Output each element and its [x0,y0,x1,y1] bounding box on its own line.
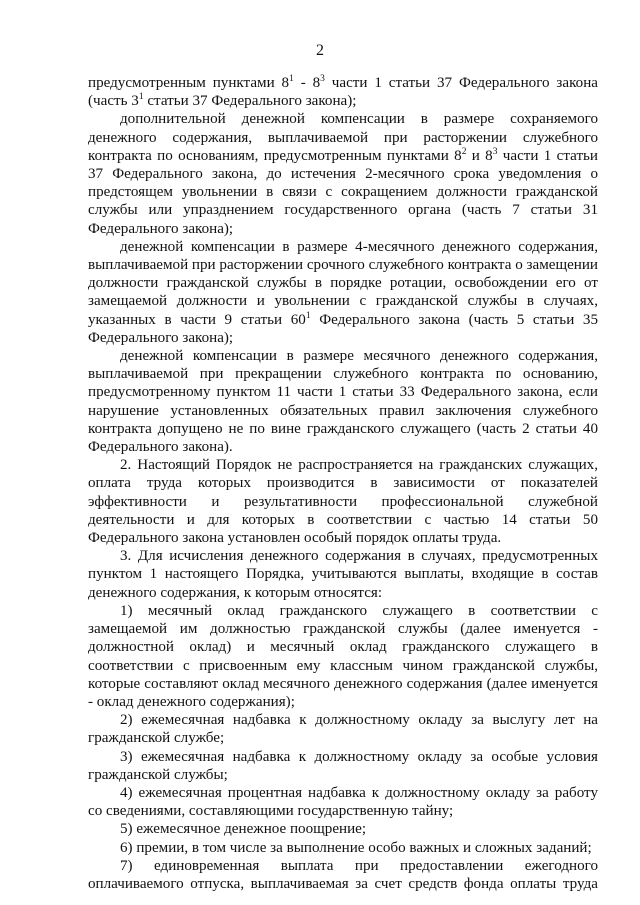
paragraph [88,74,598,110]
paragraph [88,110,598,237]
superscript: 1 [138,92,144,103]
text-run: статьи 37 Федерального закона); [143,93,357,110]
text-run: части 1 статьи 37 Федерального закона (часть 3 [88,75,598,110]
superscript: 2 [461,146,467,157]
paragraph [88,347,598,456]
paragraph [88,839,598,857]
text-run: 6) премии, в том числе за выполнение особо важных и сложных заданий; [120,839,592,856]
paragraph [88,602,598,711]
paragraph [88,238,598,347]
text-run: 4) ежемесячная процентная надбавка к должностному окладу за работу со сведениями, составляющими государственную тайну; [88,784,598,820]
document-body [88,74,598,893]
text-run: 5) ежемесячное денежное поощрение; [120,821,367,838]
text-run: денежной компенсации в размере 4-месячного денежного содержания, выплачиваемой при расторжении срочного служебного контракта о замещении должности гражданской службы в порядке ротации, освобождении его от замещаемой должности и увольнении с гражданской службы в случаях, указанных в части 9 статьи 60 [88,238,598,328]
text-run: предусмотренным пунктами 8 [88,75,290,91]
text-run: Федерального закона (часть 5 статьи 35 Федерального закона); [88,311,598,346]
text-run: 3) ежемесячная надбавка к должностному окладу за особые условия гражданской службы; [88,748,598,783]
text-run: 7) единовременная выплата при предоставлении ежегодного оплачиваемого отпуска, выплачиваемая за счет средств фонда оплаты труда [88,857,598,892]
text-run: части 1 статьи 37 Федерального закона, до истечения 2-месячного срока уведомления о предстоящем увольнении в связи с сокращением должности гражданской службы или упразднением государственного органа (часть 7 статьи 31 Федерального закона); [88,147,598,237]
paragraph [88,820,598,838]
text-run: 2) ежемесячная надбавка к должностному окладу за выслугу лет на гражданской службе; [88,712,598,747]
superscript: 3 [492,146,498,157]
page-number: 2 [316,42,324,59]
superscript: 1 [305,310,311,321]
paragraph [88,857,598,893]
paragraph [88,547,598,602]
text-run: 3. Для исчисления денежного содержания в случаях, предусмотренных пунктом 1 настоящего Порядка, учитываются выплаты, входящие в состав денежного содержания, к которым относятся: [88,548,598,601]
superscript: 3 [320,74,325,84]
superscript: 1 [289,74,294,84]
text-run: 1) месячный оклад гражданского служащего в соответствии с замещаемой им должностью гражданской службы (далее именуется - должностной оклад) и месячный оклад гражданского служащего в соответствии с присвоенным ему классным чином гражданской службы, которые составляют оклад месячного денежного содержания (далее именуется - оклад денежного содержания); [88,602,598,710]
paragraph [88,456,598,547]
paragraph [88,748,598,784]
text-run: дополнительной денежной компенсации в размере сохраняемого денежного содержания, выплачиваемой при расторжении служебного контракта по основаниям, предусмотренным пунктами 8 [88,111,598,164]
paragraph [88,711,598,747]
text-run: - 8 [293,75,321,91]
text-run: 2. Настоящий Порядок не распространяется на гражданских служащих, оплата труда которых производится в зависимости от показателей эффективности и результативности профессиональной служебной деятельности и для которых в соответствии с частью 14 статьи 50 Федерального закона установлен особый порядок оплаты труда. [88,457,598,547]
text-run: денежной компенсации в размере месячного денежного содержания, выплачиваемой при прекращении служебного контракта по основанию, предусмотренному пунктом 11 части 1 статьи 33 Федерального закона, если нарушение установленных обязательных правил заключения служебного контракта допущено не по вине гражданского служащего (часть 2 статьи 40 Федерального закона). [88,348,598,456]
paragraph [88,784,598,820]
text-run: и 8 [466,147,493,164]
